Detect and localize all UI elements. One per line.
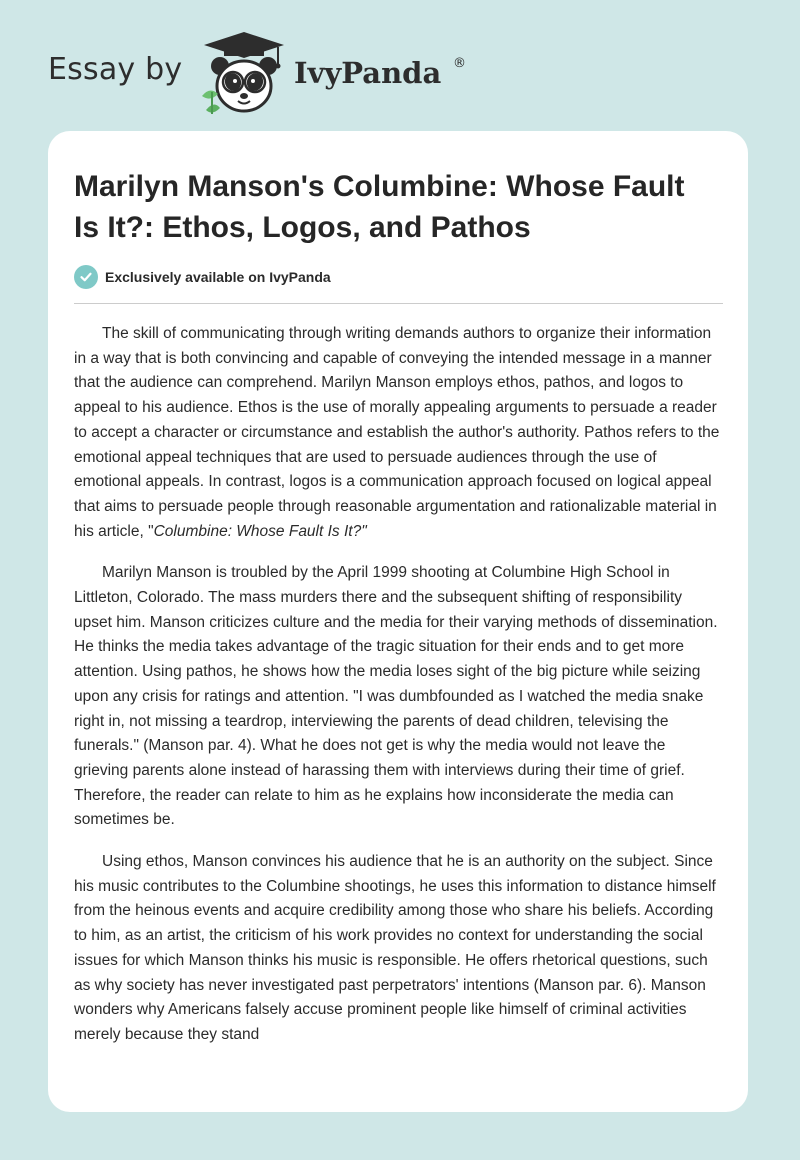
badge-label: Exclusively available on IvyPanda	[105, 269, 331, 285]
panda-graduate-logo-icon	[198, 30, 290, 116]
brand-name: IvyPanda	[294, 56, 442, 90]
essay-card	[48, 131, 748, 1112]
article-title-reference: Columbine: Whose Fault Is It?"	[153, 522, 367, 540]
essay-title: Marilyn Manson's Columbine: Whose Fault Is It?: Ethos, Logos, and Pathos	[74, 170, 685, 244]
essay-body	[74, 322, 723, 1065]
check-icon	[74, 265, 98, 289]
brand-prefix: Essay by	[48, 52, 183, 87]
paragraph: Marilyn Manson is troubled by the April 1999 shooting at Columbine High School in Littleton, Colorado. The mass murders there and the subsequent shifting of responsibility upset him. Manson criticizes culture and the media for their varying methods of dissemination. He thinks the media takes advantage of the tragic situation for their ends and to get more attention. Using pathos, he shows how the media loses sight of the big picture while seizing upon any crisis for ratings and attention. "I was dumbfounded as I watched the media snake right in, not missing a teardrop, interviewing the parents of dead children, televising the funerals." (Manson par. 4). What he does not get is why the media would not leave the grieving parents alone instead of harassing them with interviews during their time of grief. Therefore, the reader can relate to him as he explains how inconsiderate the media can sometimes be.	[74, 564, 718, 829]
exclusive-badge	[74, 264, 331, 290]
divider	[74, 303, 723, 304]
paragraph-text: The skill of communicating through writing demands authors to organize their information in a way that is both convincing and capable of conveying the intended message in a manner that the audience can comprehend. Marilyn Manson employs ethos, pathos, and logos to appeal to his audience. Ethos is the use of morally appealing arguments to persuade a reader to accept a character or circumstance and establish the author's authority. Pathos refers to the emotional appeal techniques that are used to persuade audiences through the use of emotional appeals. In contrast, logos is a communication approach focused on logical appeal that aims to persuade people through reasonable argumentation and rationalizable material in his article, "	[74, 325, 720, 540]
paragraph	[74, 322, 723, 544]
paragraph: Using ethos, Manson convinces his audience that he is an authority on the subject. Since his music contributes to the Columbine shootings, he uses this information to distance himself from the heinous events and acquire credibility among those who share his beliefs. According to him, as an artist, the criticism of his work provides no context for understanding the social issues for which Manson thinks his music is responsible. He offers rhetorical questions, such as why society has never investigated past perpetrators' intentions (Manson par. 6). Manson wonders why Americans falsely accuse prominent people like himself of criminal activities merely because they stand	[74, 853, 716, 1043]
registered-mark: ®	[453, 56, 466, 71]
site-brand[interactable]	[48, 26, 508, 116]
